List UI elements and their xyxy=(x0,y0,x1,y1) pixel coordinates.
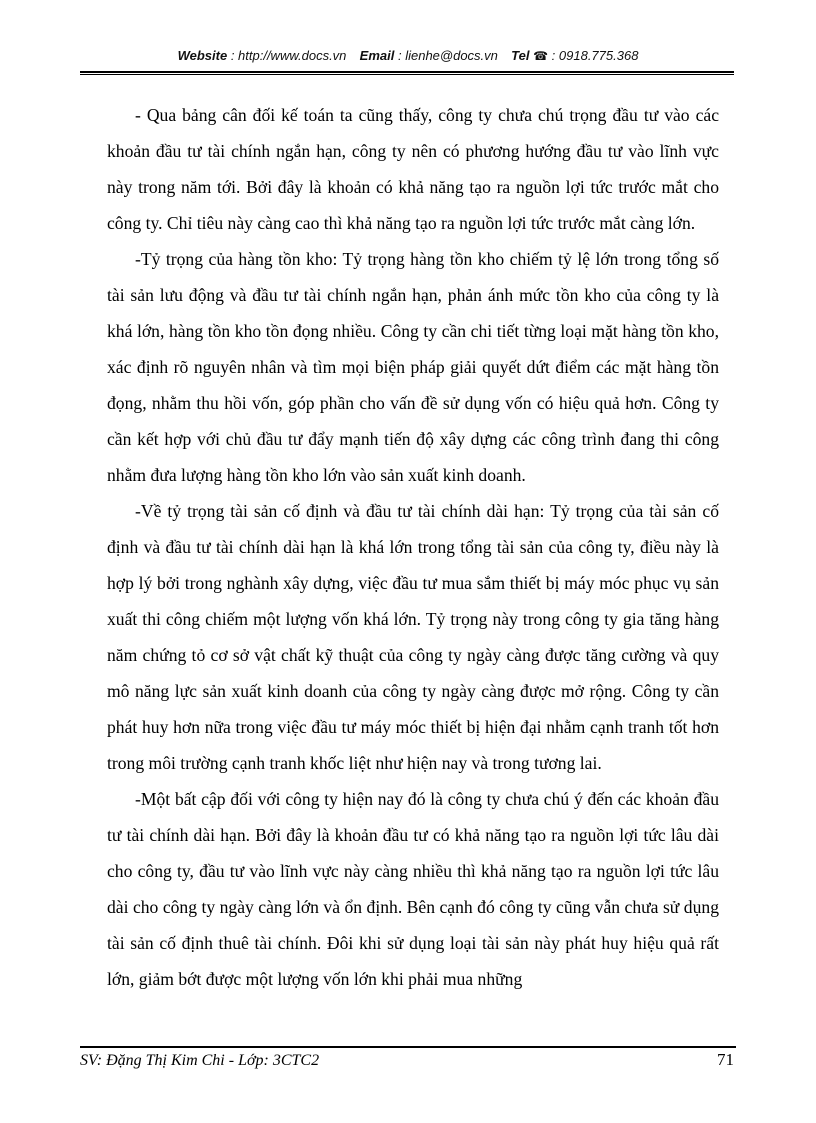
email-label: Email xyxy=(359,48,395,63)
header-rule xyxy=(80,71,734,75)
footer-author: SV: Đặng Thị Kim Chi - Lớp: 3CTC2 xyxy=(80,1052,320,1069)
phone-icon: ☎ xyxy=(533,49,549,63)
page-header xyxy=(0,48,816,63)
page-number: 71 xyxy=(717,1050,734,1069)
tel-value: : 0918.775.368 xyxy=(551,48,639,63)
document-body xyxy=(107,97,719,997)
website-label: Website xyxy=(177,48,228,63)
paragraph-4: -Một bất cập đối với công ty hiện nay đó là công ty chưa chú ý đến các khoản đầu tư tài chính dài hạn. Bởi đây là khoản đầu tư có khả năng tạo ra nguồn lợi tức lâu dài cho công ty, đầu tư vào lĩnh vực này càng nhiều thì khả năng tạo ra nguồn lợi tức lâu dài cho công ty ngày càng lớn và ổn định. Bên cạnh đó công ty cũng vẫn chưa sử dụng tài sản cố định thuê tài chính. Đôi khi sử dụng loại tài sản này phát huy hiệu quả rất lớn, giảm bớt được một lượng vốn lớn khi phải mua những xyxy=(107,789,719,989)
paragraph-2: -Tỷ trọng của hàng tồn kho: Tỷ trọng hàng tồn kho chiếm tỷ lệ lớn trong tổng số tài sản lưu động và đầu tư tài chính ngắn hạn, phản ánh mức tồn kho của công ty là khá lớn, hàng tồn kho tồn đọng nhiều. Công ty cần chi tiết từng loại mặt hàng tồn kho, xác định rõ nguyên nhân và tìm mọi biện pháp giải quyết dứt điểm các mặt hàng tồn đọng, nhằm thu hồi vốn, góp phần cho vấn đề sử dụng vốn có hiệu quả hơn. Công ty cần kết hợp với chủ đầu tư đẩy mạnh tiến độ xây dựng các công trình đang thi công nhằm đưa lượng hàng tồn kho lớn vào sản xuất kinh doanh. xyxy=(107,249,719,485)
tel-label: Tel xyxy=(511,48,530,63)
email-value[interactable]: : lienhe@docs.vn xyxy=(397,48,498,63)
paragraph-1: - Qua bảng cân đối kế toán ta cũng thấy, công ty chưa chú trọng đầu tư vào các khoản đầu tư tài chính ngắn hạn, công ty nên có phương hướng đầu tư vào lĩnh vực này trong năm tới. Bởi đây là khoản có khả năng tạo ra nguồn lợi tức trước mắt cho công ty. Chỉ tiêu này càng cao thì khả năng tạo ra nguồn lợi tức trước mắt càng lớn. xyxy=(107,105,719,233)
footer-rule xyxy=(80,1046,736,1048)
website-value[interactable]: : http://www.docs.vn xyxy=(230,48,347,63)
paragraph-3: -Về tỷ trọng tài sản cố định và đầu tư tài chính dài hạn: Tỷ trọng của tài sản cố định và đầu tư tài chính dài hạn là khá lớn trong tổng tài sản của công ty, điều này là hợp lý bởi trong nghành xây dựng, việc đầu tư mua sắm thiết bị máy móc phục vụ sản xuất thi công chiếm một lượng vốn khá lớn. Tỷ trọng này trong công ty gia tăng hàng năm chứng tỏ cơ sở vật chất kỹ thuật của công ty ngày càng được tăng cường và quy mô năng lực sản xuất kinh doanh của công ty ngày càng được mở rộng. Công ty cần phát huy hơn nữa trong việc đầu tư máy móc thiết bị hiện đại nhằm cạnh tranh tốt hơn trong môi trường cạnh tranh khốc liệt như hiện nay và trong tương lai. xyxy=(107,501,719,773)
